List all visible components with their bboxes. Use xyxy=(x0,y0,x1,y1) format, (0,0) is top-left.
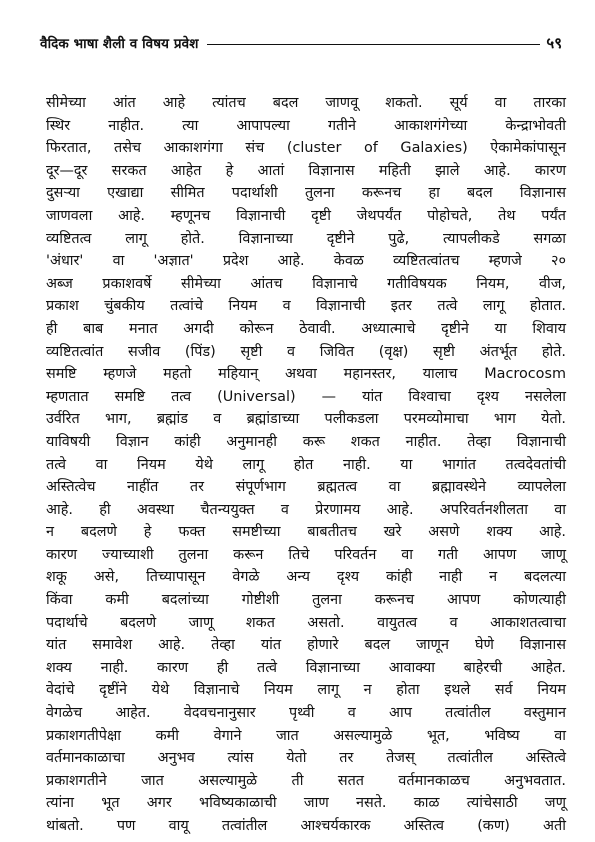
text-line: यांत समावेश आहे. तेव्हा यांत होणारे बदल जाणून घेणे विज्ञानास xyxy=(46,637,566,654)
text-line: शक्य नाही. कारण ही तत्वे विज्ञानाच्या आवाक्या बाहेरची आहेत. xyxy=(46,659,566,676)
text-line: जाणवला आहे. म्हणूनच विज्ञानाची दृष्टी जेथपर्यंत पोहोचते, तेथ पर्यंत xyxy=(46,207,566,224)
text-line: प्रकाश चुंबकीय तत्वांचे नियम व विज्ञानाची इतर तत्वे लागू होतात. xyxy=(46,298,566,315)
text-line: 'अंधार' वा 'अज्ञात' प्रदेश आहे. केवळ व्यष्टितत्वांतच म्हणजे २० xyxy=(46,253,566,270)
text-line: दूर—दूर सरकत आहेत हे आतां विज्ञानास महिती झाले आहे. कारण xyxy=(46,162,566,179)
text-line: व्यष्टितत्व लागू होते. विज्ञानाच्या दृष्टीने पुढे, त्यापलीकडे सगळा xyxy=(46,230,566,247)
text-line: म्हणतात समष्टि तत्व (Universal) — यांत विश्वाचा दृश्य नसलेला xyxy=(46,388,566,405)
text-line: वेदांचे दृष्टींने येथे विज्ञानाचे नियम लागू न होता इथले सर्व नियम xyxy=(46,682,566,699)
page-number: ५९ xyxy=(546,34,562,52)
text-line: ही बाब मनात अगदी कोरून ठेवावी. अध्यात्माचे दृष्टीने या शिवाय xyxy=(46,320,566,337)
text-line: कारण ज्याच्याशी तुलना करून तिचे परिवर्तन वा गती आपण जाणू xyxy=(46,546,566,563)
text-line: तत्वे वा नियम येथे लागू होत नाही. या भागांत तत्वदेवतांची xyxy=(46,456,566,473)
text-line: अब्ज प्रकाशवर्षे सीमेच्या आंतच विज्ञानाचे गतीविषयक नियम, वीज, xyxy=(46,275,566,292)
header-rule xyxy=(207,44,541,45)
text-line: अस्तित्वेच नाहींत तर संपूर्णभाग ब्रह्मतत्व वा ब्रह्मावस्थेने व्यापलेला xyxy=(46,479,566,496)
text-line: सीमेच्या आंत आहे त्यांतच बदल जाणवू शकतो. सूर्य वा तारका xyxy=(46,95,566,111)
text-line: किंवा कमी बदलांच्या गोष्टीशी तुलना करूनच आपण कोणत्याही xyxy=(46,592,566,609)
text-line: याविषयी विज्ञान कांही अनुमानही करू शकत नाहीत. तेव्हा विज्ञानाची xyxy=(46,433,566,450)
text-line: व्यष्टितत्वांत सजीव (पिंड) सृष्टी व जिवित (वृक्ष) सृष्टी अंतर्भूत होते. xyxy=(46,343,566,360)
text-line: उर्वरित भाग, ब्रह्मांड व ब्रह्मांडाच्या पलीकडला परमव्योमाचा भाग येतो. xyxy=(46,411,566,428)
text-line: समष्टि म्हणजे महतो महियान् अथवा महानस्तर, यालाच Macrocosm xyxy=(46,366,566,383)
body-paragraph xyxy=(46,92,566,838)
text-line: वेगळेच आहेत. वेदवचनानुसार पृथ्वी व आप तत्वांतील वस्तुमान xyxy=(46,705,566,722)
text-line: वर्तमानकाळाचा अनुभव त्यांस येतो तर तेजस् तत्वांतील अस्तित्वे xyxy=(46,750,566,767)
text-line: प्रकाशगतीपेक्षा कमी वेगाने जात असल्यामुळे भूत, भविष्य वा xyxy=(46,727,566,744)
text-line: दुसऱ्या एखाद्या सीमित पदार्थाशी तुलना करूनच हा बदल विज्ञानास xyxy=(46,185,566,202)
running-header-title: वैदिक भाषा शैली व विषय प्रवेश xyxy=(40,36,199,52)
running-header xyxy=(40,30,562,56)
text-line: फिरतात, तसेच आकाशगंगा संच (cluster of Galaxies) ऐकामेकांपासून xyxy=(46,140,566,157)
text-line: स्थिर नाहीत. त्या आपापल्या गतीने आकाशगंगेच्या केन्द्राभोवती xyxy=(46,117,566,134)
text-line: न बदलणे हे फक्त समष्टीच्या बाबतीतच खरे असणे शक्य आहे. xyxy=(46,524,566,541)
text-line: त्यांना भूत अगर भविष्यकाळाची जाण नसते. काळ त्यांचेसाठी जणू xyxy=(46,795,566,812)
text-line: थांबतो. पण वायू तत्वांतील आश्चर्यकारक अस्तित्व (कण) अती xyxy=(46,818,566,834)
text-line: पदार्थाचे बदलणे जाणू शकत असतो. वायुतत्व व आकाशतत्वाचा xyxy=(46,614,566,631)
text-line: शकू असे, तिच्यापासून वेगळे अन्य दृश्य कांही नाही न बदलत्या xyxy=(46,569,566,586)
text-line: प्रकाशगतीने जात असल्यामुळे ती सतत वर्तमानकाळच अनुभवतात. xyxy=(46,772,566,789)
text-line: आहे. ही अवस्था चैतन्ययुक्त व प्रेरणामय आहे. अपरिवर्तनशीलता वा xyxy=(46,501,566,518)
